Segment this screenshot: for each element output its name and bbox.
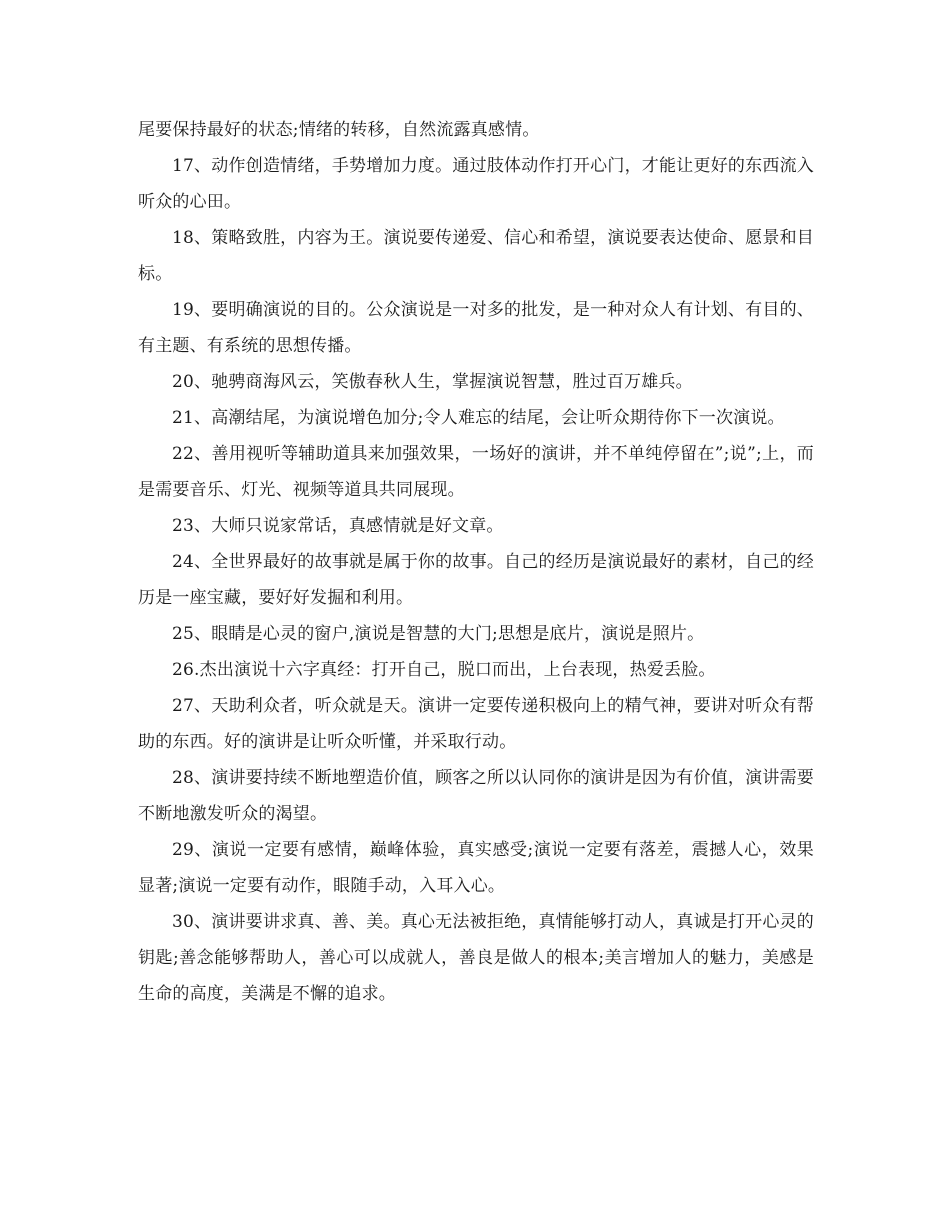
paragraph: 30、演讲要讲求真、善、美。真心无法被拒绝，真情能够打动人，真诚是打开心灵的钥匙;善念能够帮助人，善心可以成就人，善良是做人的根本;美言增加人的魅力，美感是生命的高度，美满是不懈的追求。 — [138, 912, 814, 1004]
paragraph: 22、善用视听等辅助道具来加强效果，一场好的演讲，并不单纯停留在”;说”;上，而是需要音乐、灯光、视频等道具共同展现。 — [138, 444, 814, 500]
paragraph: 19、要明确演说的目的。公众演说是一对多的批发，是一种对众人有计划、有目的、有主题、有系统的思想传播。 — [138, 300, 814, 356]
paragraph: 17、动作创造情绪，手势增加力度。通过肢体动作打开心门，才能让更好的东西流入听众的心田。 — [138, 156, 814, 212]
paragraph: 29、演说一定要有感情，巅峰体验，真实感受;演说一定要有落差，震撼人心，效果显著;演说一定要有动作，眼随手动，入耳入心。 — [138, 840, 814, 896]
paragraph: 21、高潮结尾，为演说增色加分;令人难忘的结尾，会让听众期待你下一次演说。 — [172, 408, 785, 428]
paragraph: 18、策略致胜，内容为王。演说要传递爱、信心和希望，演说要表达使命、愿景和目标。 — [138, 228, 814, 284]
paragraph: 尾要保持最好的状态;情绪的转移，自然流露真感情。 — [138, 120, 540, 140]
paragraph: 20、驰骋商海风云，笑傲春秋人生，掌握演说智慧，胜过百万雄兵。 — [172, 372, 693, 392]
paragraph: 24、全世界最好的故事就是属于你的故事。自己的经历是演说最好的素材，自己的经历是一座宝藏，要好好发掘和利用。 — [138, 552, 814, 608]
document-body — [138, 112, 814, 1012]
paragraph: 26.杰出演说十六字真经：打开自己，脱口而出，上台表现，热爱丢脸。 — [172, 660, 716, 680]
paragraph: 28、演讲要持续不断地塑造价值，顾客之所以认同你的演讲是因为有价值，演讲需要不断地激发听众的渴望。 — [138, 768, 814, 824]
paragraph: 25、眼睛是心灵的窗户,演说是智慧的大门;思想是底片，演说是照片。 — [172, 624, 705, 644]
paragraph: 23、大师只说家常话，真感情就是好文章。 — [172, 516, 504, 536]
paragraph: 27、天助利众者，听众就是天。演讲一定要传递积极向上的精气神，要讲对听众有帮助的东西。好的演讲是让听众听懂，并采取行动。 — [138, 696, 814, 752]
